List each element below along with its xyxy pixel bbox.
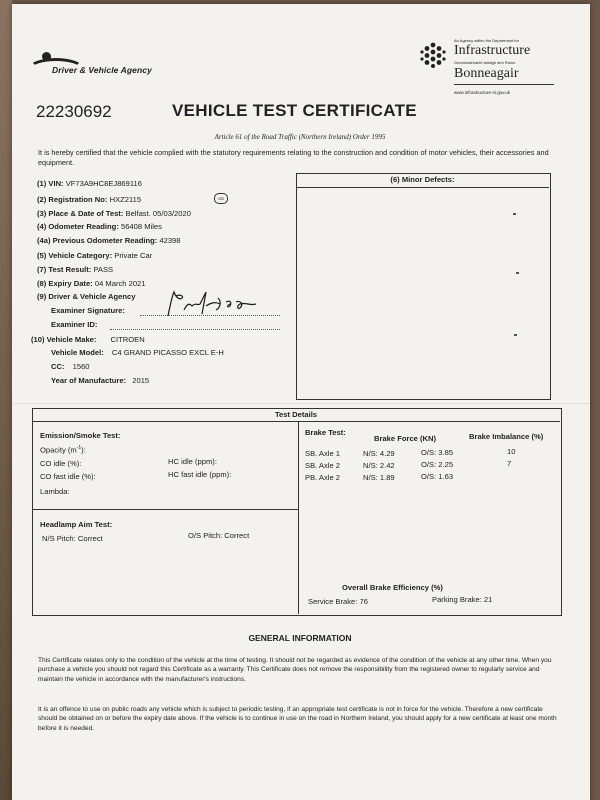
examiner-id-line	[110, 329, 280, 330]
expiry-date-label: (8) Expiry Date:	[37, 279, 93, 288]
brake-row-imbalance: 7	[507, 459, 512, 468]
vehicle-make-value: CITROEN	[110, 335, 145, 344]
service-brake-value: Service Brake: 76	[308, 597, 368, 606]
emission-test-title: Emission/Smoke Test:	[40, 431, 121, 440]
ink-speck	[514, 334, 517, 336]
vehicle-category-label: (5) Vehicle Category:	[37, 251, 113, 260]
infrastructure-emblem-icon	[420, 42, 446, 68]
brake-row-os: O/S: 3.85	[421, 448, 454, 457]
test-result-label: (7) Test Result:	[37, 265, 92, 274]
dva-logo	[28, 50, 158, 80]
agency-field	[37, 292, 135, 301]
brake-row-imbalance: 10	[507, 447, 516, 456]
gb-badge: GB	[214, 193, 228, 204]
ink-speck	[516, 272, 519, 274]
brake-force-heading: Brake Force (KN)	[374, 434, 437, 443]
vehicle-make-field	[31, 335, 145, 344]
ink-speck	[513, 213, 516, 215]
hc-idle-label: HC idle (ppm):	[168, 457, 217, 466]
place-date-field	[37, 209, 191, 218]
background-surface	[0, 0, 12, 800]
brake-row-ns: N/S: 4.29	[363, 449, 395, 458]
vin-label: (1) VIN:	[37, 179, 64, 188]
cc-field	[51, 362, 90, 371]
dva-logo-text: Driver & Vehicle Agency	[52, 65, 152, 75]
brake-row-axle: SB. Axle 2	[305, 461, 341, 470]
previous-odometer-label: (4a) Previous Odometer Reading:	[37, 236, 158, 245]
previous-odometer-value: 42398	[159, 236, 181, 245]
test-result-field	[37, 265, 113, 274]
odometer-field	[37, 222, 162, 231]
vehicle-model-label: Vehicle Model:	[51, 348, 104, 357]
parking-brake-value: Parking Brake: 21	[432, 595, 493, 604]
registration-label: (2) Registration No:	[37, 195, 108, 204]
brake-row-os: O/S: 1.63	[421, 472, 454, 481]
agency-label: (9) Driver & Vehicle Agency	[37, 292, 136, 301]
brake-efficiency-title: Overall Brake Efficiency (%)	[342, 583, 443, 592]
brake-row-axle: SB. Axle 1	[305, 449, 341, 458]
vin-value: VF73A9HC8EJ869116	[65, 179, 142, 188]
registration-value: HXZ2115	[109, 195, 142, 204]
registration-field	[37, 195, 141, 204]
opacity-label: Opacity $(m^{-1})$:	[40, 445, 86, 455]
vehicle-make-label: (10) Vehicle Make:	[31, 335, 97, 344]
paper-fold	[12, 403, 590, 404]
headlamp-test-title: Headlamp Aim Test:	[40, 520, 113, 529]
dept-url: www.infrastructure-ni.gov.uk	[454, 90, 511, 95]
vehicle-model-field	[51, 348, 224, 357]
minor-defects-heading: (6) Minor Defects:	[296, 173, 549, 188]
test-result-value: PASS	[93, 265, 114, 274]
dept-name-irish: Bonneagair	[454, 66, 519, 81]
vehicle-model-value: C4 GRAND PICASSO EXCL E-H	[111, 348, 224, 357]
examiner-signature-field	[51, 306, 125, 315]
co-idle-label: CO idle (%):	[40, 459, 82, 468]
brake-test-title: Brake Test:	[305, 428, 346, 437]
test-details-heading: Test Details	[32, 408, 560, 422]
brake-row-ns: N/S: 2.42	[363, 461, 395, 470]
certificate-number: 22230692	[36, 102, 112, 121]
brake-imbalance-heading: Brake Imbalance (%)	[469, 432, 544, 441]
lambda-label: Lambda:	[40, 487, 70, 496]
odometer-value: 56408 Miles	[120, 222, 162, 231]
infrastructure-logo	[420, 38, 555, 98]
dept-caption-irish: Gníomhaireacht laistigh den Roinn	[454, 60, 516, 65]
brake-row-axle: PB. Axle 2	[305, 473, 341, 482]
page-title: VEHICLE TEST CERTIFICATE	[172, 101, 417, 120]
examiner-signature-image	[160, 288, 270, 322]
previous-odometer-field	[37, 236, 181, 245]
dept-caption: An Agency within the Department for	[454, 38, 519, 43]
hc-fast-idle-label: HC fast idle (ppm):	[168, 470, 232, 479]
dept-name: Infrastructure	[454, 43, 531, 58]
examiner-signature-label: Examiner Signature:	[51, 306, 125, 315]
ns-pitch-value: N/S Pitch: Correct	[42, 534, 103, 543]
cc-value: 1560	[72, 362, 90, 371]
general-paragraph-1: This Certificate relates only to the condition of the vehicle at the time of testing. It should not be regarded as evidence of the condition of the vehicle at any other time. When you purchase a vehicle you should not regard this Certificate as a warranty. This Certificate does not remove the responsibility from the registered owner to regularly service and maintain the vehicle in accordance with the manufacturer's instructions.	[38, 657, 552, 683]
place-date-value: Belfast. 05/03/2020	[125, 209, 191, 218]
year-field	[51, 376, 149, 385]
year-label: Year of Manufacture:	[51, 376, 127, 385]
brake-row-ns: N/S: 1.89	[363, 473, 395, 482]
co-fast-idle-label: CO fast idle (%):	[40, 472, 96, 481]
cc-label: CC:	[51, 362, 65, 371]
dva-dot-icon	[42, 52, 51, 61]
odometer-label: (4) Odometer Reading:	[37, 222, 119, 231]
test-details-divider	[298, 422, 299, 614]
os-pitch-value: O/S Pitch: Correct	[188, 531, 250, 540]
vin-field	[37, 179, 142, 188]
place-date-label: (3) Place & Date of Test:	[37, 209, 124, 218]
vehicle-category-field	[37, 251, 152, 260]
expiry-date-field	[37, 279, 146, 288]
legal-article: Article 61 of the Road Traffic (Northern Ireland) Order 1995	[214, 133, 386, 141]
expiry-date-value: 04 March 2021	[94, 279, 146, 288]
intro-text: It is hereby certified that the vehicle complied with the statutory requirements relating to the construction and condition of motor vehicles, their accessories and equipment.	[38, 148, 549, 167]
emission-divider	[32, 509, 298, 510]
examiner-id-field	[51, 320, 97, 329]
general-information-heading: GENERAL INFORMATION	[248, 633, 352, 643]
examiner-id-label: Examiner ID:	[51, 320, 98, 329]
general-paragraph-2: It is an offence to use on public roads any vehicle which is subject to periodic testing, if an appropriate test certificate is not in force for the vehicle. Therefore a new certificate should be obtained on or before the expiry date above. If the vehicle is to continue in use on the road in Northern Ireland, you should apply for a new certificate at least one month before it is needed.	[38, 706, 557, 732]
year-value: 2015	[132, 376, 150, 385]
vehicle-category-value: Private Car	[114, 251, 153, 260]
minor-defects-box	[296, 173, 551, 400]
brake-row-os: O/S: 2.25	[421, 460, 454, 469]
